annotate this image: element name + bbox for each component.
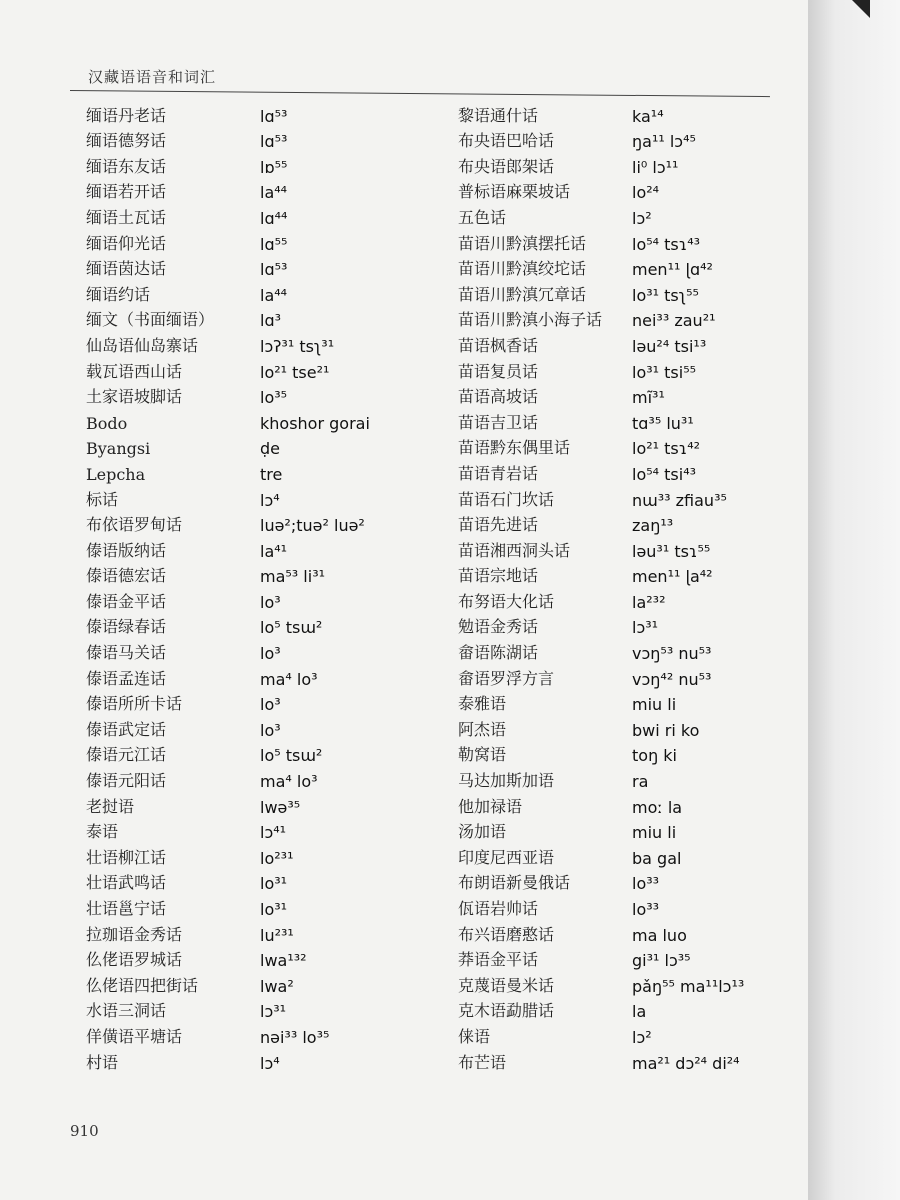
dialect-name: 布芒语 <box>458 1052 507 1072</box>
phonetic-form: nɯ³³ zfiau³⁵ <box>632 490 727 510</box>
word-entry <box>458 228 744 254</box>
dialect-name: 勉语金秀话 <box>458 617 539 637</box>
word-entry <box>458 714 744 740</box>
phonetic-form: lo³³ <box>632 900 660 919</box>
phonetic-form: lo³⁵ <box>260 388 288 408</box>
dialect-name: 苗语先进话 <box>458 515 539 535</box>
dialect-name: 泰雅语 <box>458 694 507 714</box>
phonetic-form: ra <box>632 772 649 792</box>
phonetic-form: miu li <box>632 823 677 843</box>
phonetic-form: lo³ <box>260 720 281 740</box>
dialect-name: 莽语金平话 <box>458 950 539 970</box>
word-entry <box>86 177 370 203</box>
phonetic-form: lo²³¹ <box>260 848 294 868</box>
phonetic-form: tre <box>260 464 283 484</box>
word-entry <box>86 458 370 484</box>
dialect-name: 仫佬语罗城话 <box>86 950 183 970</box>
word-entry <box>458 330 744 356</box>
dialect-name: 苗语石门坎话 <box>458 489 555 509</box>
phonetic-form: lɑ⁵³ <box>260 106 288 126</box>
phonetic-form: li⁰ lɔ¹¹ <box>632 157 679 177</box>
phonetic-form: bwi ri ko <box>632 720 700 740</box>
phonetic-form: lɔ⁴ <box>260 1053 280 1073</box>
phonetic-form: moː la <box>632 797 683 817</box>
word-entry <box>458 433 744 459</box>
word-entry <box>86 407 370 433</box>
word-entry <box>458 1021 744 1047</box>
word-entry <box>458 100 744 126</box>
word-entry <box>458 382 744 408</box>
phonetic-form: ma²¹ dɔ²⁴ di²⁴ <box>632 1053 740 1073</box>
dialect-name: 苗语青岩话 <box>458 463 539 483</box>
dialect-name: 傣语绿春话 <box>86 617 167 637</box>
dialect-name: 傣语元阳话 <box>86 771 167 791</box>
dialect-name: 缅语若开话 <box>86 182 167 202</box>
word-entry <box>86 484 370 510</box>
phonetic-form: miu li <box>632 695 677 715</box>
dialect-name: 汤加语 <box>458 822 507 842</box>
word-entry <box>458 689 744 715</box>
word-entry <box>86 330 370 356</box>
phonetic-form: vɔŋ⁵³ nu⁵³ <box>632 644 712 664</box>
phonetic-form: lɔ⁴ <box>260 490 280 510</box>
word-entry <box>86 305 370 331</box>
word-entry <box>458 586 744 612</box>
word-entry <box>86 842 370 868</box>
dialect-name: 苗语枫香话 <box>458 335 539 355</box>
dialect-name: 克木语勐腊话 <box>458 1001 555 1021</box>
dialect-name: 布努语大化话 <box>458 591 555 611</box>
word-entry <box>458 202 744 228</box>
phonetic-form: ma⁴ lo³ <box>260 772 318 792</box>
dialect-name: 傣语德宏话 <box>86 566 167 586</box>
word-entry <box>458 510 744 536</box>
dialect-name: 苗语川黔滇小海子话 <box>458 310 603 330</box>
word-entry <box>458 458 744 484</box>
word-entry <box>458 637 744 663</box>
word-entry <box>86 945 370 971</box>
word-entry <box>86 254 370 280</box>
dialect-name: 傣语武定话 <box>86 719 167 739</box>
phonetic-form: la <box>632 1002 647 1022</box>
dialect-name: 苗语湘西洞头话 <box>458 540 571 560</box>
dialect-name: 村语 <box>86 1052 119 1072</box>
dialect-name: 畲语罗浮方言 <box>458 668 555 688</box>
phonetic-form: lo³ <box>260 644 281 664</box>
dialect-name: 傣语孟连话 <box>86 668 167 688</box>
dialect-name: 佤语岩帅话 <box>458 899 539 918</box>
word-entry <box>458 279 744 305</box>
word-entry <box>86 714 370 740</box>
phonetic-form: gi³¹ lɔ³⁵ <box>632 951 691 971</box>
word-entry <box>86 893 370 919</box>
word-entry <box>86 202 370 228</box>
dialect-name: 苗语川黔滇冗章话 <box>458 284 587 304</box>
dialect-name: 傣语元江话 <box>86 745 167 765</box>
word-entry <box>86 689 370 715</box>
phonetic-form: lo⁵⁴ tsi⁴³ <box>632 464 697 484</box>
dialect-name: 苗语高坡话 <box>458 387 539 407</box>
word-entry <box>458 868 744 894</box>
word-entry <box>458 919 744 945</box>
dialect-name: 水语三洞话 <box>86 1001 167 1021</box>
phonetic-form: ba gal <box>632 848 682 868</box>
dialect-name: 普标语麻栗坡话 <box>458 182 571 202</box>
dialect-name: 黎语通什话 <box>458 105 539 125</box>
dialect-name: Lepcha <box>86 464 146 484</box>
word-entry <box>86 586 370 612</box>
phonetic-form: lo³¹ <box>260 900 288 919</box>
word-entry <box>458 254 744 280</box>
word-entry <box>86 637 370 663</box>
dialect-name: 傣语所所卡话 <box>86 694 183 714</box>
header-rule <box>70 70 770 97</box>
phonetic-form: lo³¹ <box>260 874 288 894</box>
dialect-name: 马达加斯加语 <box>458 771 555 791</box>
word-entry <box>458 126 744 152</box>
word-entry <box>86 356 370 382</box>
phonetic-form: la⁴⁴ <box>260 183 288 203</box>
phonetic-form: lu²³¹ <box>260 925 294 945</box>
dialect-name: 壮语柳江话 <box>86 847 167 867</box>
word-entry <box>86 100 370 126</box>
right-column <box>458 100 744 1073</box>
word-entry <box>458 842 744 868</box>
word-entry <box>86 382 370 408</box>
phonetic-form: lo³ <box>260 695 281 715</box>
phonetic-form: ma⁵³ li³¹ <box>260 567 326 587</box>
phonetic-form: lɔ³¹ <box>260 1002 287 1022</box>
page-number: 910 <box>70 1122 99 1140</box>
dialect-name: 缅语约话 <box>86 284 151 304</box>
word-entry <box>458 765 744 791</box>
phonetic-form: pǎŋ⁵⁵ ma¹¹lɔ¹³ <box>632 976 745 996</box>
phonetic-form: la²³² <box>632 592 666 612</box>
dialect-name: 缅语土瓦话 <box>86 207 167 227</box>
dialect-name: 布依语罗甸话 <box>86 515 183 535</box>
phonetic-form: men¹¹ ɭa⁴² <box>632 567 713 587</box>
left-column <box>86 100 370 1073</box>
dialect-name: 傣语马关话 <box>86 643 167 663</box>
word-entry <box>86 126 370 152</box>
word-entry <box>458 612 744 638</box>
phonetic-form: ma luo <box>632 925 687 945</box>
phonetic-form: luə²;tuə² luə² <box>260 516 365 536</box>
dialect-name: 俫语 <box>458 1026 491 1046</box>
dialect-name: 苗语宗地话 <box>458 566 539 586</box>
dialect-name: 勒窝语 <box>458 745 507 765</box>
phonetic-form: ləu³¹ tsɿ⁵⁵ <box>632 541 711 561</box>
phonetic-form: lwa² <box>260 976 294 996</box>
phonetic-form: tɑ³⁵ lu³¹ <box>632 413 694 433</box>
word-entry <box>86 561 370 587</box>
word-entry <box>458 535 744 561</box>
phonetic-form: lɔ⁴¹ <box>260 823 287 843</box>
dialect-name: 苗语川黔滇摆托话 <box>458 233 587 253</box>
dialect-name: 畲语陈湖话 <box>458 643 539 663</box>
word-entry <box>458 305 744 331</box>
word-entry <box>458 356 744 382</box>
dialect-name: 泰语 <box>86 822 119 842</box>
phonetic-form: lɔ² <box>632 208 652 228</box>
phonetic-form: lɒ⁵⁵ <box>260 157 288 177</box>
dialect-name: 缅语丹老话 <box>86 105 167 125</box>
dialect-name: 阿杰语 <box>458 719 507 739</box>
phonetic-form: zaŋ¹³ <box>632 516 674 536</box>
dialect-name: 五色话 <box>458 207 507 227</box>
word-entry <box>86 510 370 536</box>
phonetic-form: vɔŋ⁴² nu⁵³ <box>632 669 712 689</box>
dialect-name: 布央语郎架话 <box>458 156 555 176</box>
phonetic-form: lo³³ <box>632 874 660 894</box>
dialect-name: 缅语茵达话 <box>86 259 167 279</box>
phonetic-form: lo²¹ tse²¹ <box>260 362 330 382</box>
phonetic-form: lo³ <box>260 592 281 612</box>
word-entry <box>458 893 744 919</box>
phonetic-form: ḍe <box>260 439 280 459</box>
word-entry <box>86 663 370 689</box>
phonetic-form: ləu²⁴ tsi¹³ <box>632 336 707 356</box>
dialect-name: 载瓦语西山话 <box>86 361 183 381</box>
phonetic-form: lo³¹ tsi⁵⁵ <box>632 362 697 382</box>
dialect-name: 布央语巴哈话 <box>458 131 555 151</box>
phonetic-form: lɔ³¹ <box>632 618 659 638</box>
phonetic-form: lwa¹³² <box>260 951 307 971</box>
word-entry <box>458 177 744 203</box>
phonetic-form: lɑ⁵⁵ <box>260 234 288 254</box>
phonetic-form: nei³³ zau²¹ <box>632 311 716 331</box>
dialect-name: 克蔑语曼米话 <box>458 975 555 995</box>
phonetic-form: lɔʔ³¹ tsʅ³¹ <box>260 336 335 356</box>
dialect-name: Byangsi <box>86 439 151 459</box>
dialect-name: 土家语坡脚话 <box>86 387 183 407</box>
dialect-name: 壮语武鸣话 <box>86 873 167 893</box>
word-entry <box>86 228 370 254</box>
word-entry <box>86 817 370 843</box>
dialect-name: 老挝语 <box>86 796 135 816</box>
dialect-name: 傣语金平话 <box>86 591 167 611</box>
phonetic-form: ŋa¹¹ lɔ⁴⁵ <box>632 132 696 152</box>
dialect-name: 仫佬语四把街话 <box>86 975 199 995</box>
dialect-name: 缅语德努话 <box>86 131 167 151</box>
phonetic-form: lo²¹ tsɿ⁴² <box>632 439 701 459</box>
word-entry <box>86 612 370 638</box>
dialect-name: 佯僙语平塘话 <box>86 1026 183 1046</box>
phonetic-form: lɔ² <box>632 1027 652 1047</box>
word-entry <box>86 996 370 1022</box>
phonetic-form: khoshor gorai <box>260 413 370 433</box>
word-entry <box>458 484 744 510</box>
word-entry <box>86 868 370 894</box>
dialect-name: 布朗语新曼俄话 <box>458 873 571 893</box>
word-entry <box>458 151 744 177</box>
phonetic-form: lɑ³ <box>260 311 282 331</box>
word-entry <box>86 1021 370 1047</box>
dialect-name: 苗语川黔滇绞坨话 <box>458 259 587 279</box>
phonetic-form: lo⁵ tsɯ² <box>260 618 323 638</box>
dialect-name: 苗语黔东偶里话 <box>458 438 571 458</box>
phonetic-form: mĩ³¹ <box>632 388 665 408</box>
dialect-name: 标话 <box>86 489 119 509</box>
dialect-name: 拉珈语金秀话 <box>86 924 183 944</box>
phonetic-form: nəi³³ lo³⁵ <box>260 1027 330 1047</box>
word-entry <box>86 535 370 561</box>
word-entry <box>86 765 370 791</box>
word-entry <box>458 561 744 587</box>
dialect-name: 缅语东友话 <box>86 156 167 176</box>
phonetic-form: lo²⁴ <box>632 183 660 203</box>
phonetic-form: lwə³⁵ <box>260 797 301 817</box>
dialect-name: 苗语复员话 <box>458 361 539 381</box>
phonetic-form: lɑ⁵³ <box>260 132 288 152</box>
phonetic-form: men¹¹ ɭɑ⁴² <box>632 260 713 280</box>
dialect-name: 傣语版纳话 <box>86 540 167 560</box>
phonetic-form: lo³¹ tsʅ⁵⁵ <box>632 285 699 305</box>
dialect-name: 苗语吉卫话 <box>458 412 539 432</box>
phonetic-form: lɑ⁵³ <box>260 260 288 280</box>
phonetic-form: lo⁵ tsɯ² <box>260 746 323 766</box>
phonetic-form: lɑ⁴⁴ <box>260 208 288 228</box>
dialect-name: 布兴语磨憨话 <box>458 924 555 944</box>
page-corner <box>852 0 870 18</box>
word-entry <box>458 817 744 843</box>
word-entry <box>458 791 744 817</box>
phonetic-form: ka¹⁴ <box>632 106 664 126</box>
page-edge-shadow <box>808 0 900 1200</box>
word-entry <box>86 433 370 459</box>
word-entry <box>86 151 370 177</box>
dialect-name: 印度尼西亚语 <box>458 847 555 867</box>
running-header: 汉藏语语音和词汇 <box>88 68 217 86</box>
word-entry <box>86 1047 370 1073</box>
phonetic-form: la⁴¹ <box>260 541 288 561</box>
word-entry <box>86 791 370 817</box>
word-entry <box>86 740 370 766</box>
dialect-name: 壮语邕宁话 <box>86 899 167 918</box>
phonetic-form: lo⁵⁴ tsɿ⁴³ <box>632 234 701 254</box>
dialect-name: 缅语仰光话 <box>86 233 167 253</box>
word-entry <box>86 279 370 305</box>
word-entry <box>86 919 370 945</box>
phonetic-form: la⁴⁴ <box>260 285 288 305</box>
dialect-name: Bodo <box>86 413 128 433</box>
word-entry <box>458 970 744 996</box>
dialect-name: 仙岛语仙岛寨话 <box>86 335 199 355</box>
phonetic-form: toŋ ki <box>632 746 677 766</box>
phonetic-form: ma⁴ lo³ <box>260 669 318 689</box>
word-entry <box>458 1047 744 1073</box>
word-entry <box>458 945 744 971</box>
word-entry <box>458 996 744 1022</box>
dialect-name: 缅文（书面缅语） <box>86 310 215 330</box>
word-entry <box>458 740 744 766</box>
dialect-name: 他加禄语 <box>458 796 523 816</box>
word-entry <box>458 407 744 433</box>
word-entry <box>458 663 744 689</box>
word-entry <box>86 970 370 996</box>
